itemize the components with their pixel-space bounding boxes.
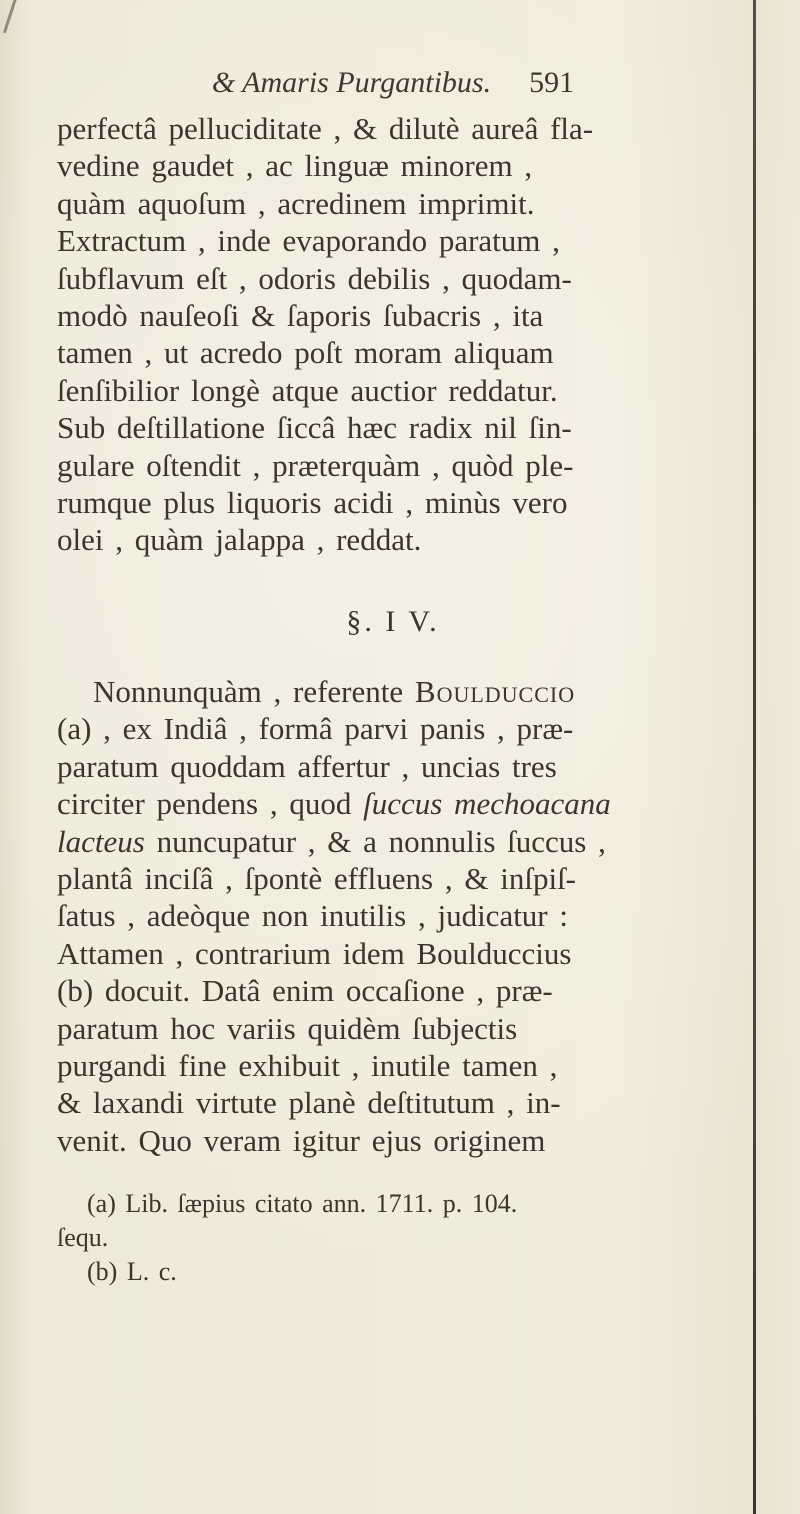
text-line: olei , quàm jalappa , reddat. <box>57 522 422 558</box>
text-line: Sub deſtillatione ſiccâ hæc radix nil ſin- <box>57 410 572 446</box>
text-line: (a) , ex Indiâ , formâ parvi panis , præ- <box>57 711 574 747</box>
paragraph-2 <box>57 673 729 1159</box>
text-line: modò nauſeoſi & ſaporis ſubacris , ita <box>57 298 544 334</box>
text-line: venit. Quo veram igitur ejus originem <box>57 1122 546 1158</box>
text-line: perfectâ pelluciditate , & dilutè aureâ fla- <box>57 111 594 146</box>
text-line <box>57 823 729 860</box>
text-line: gulare oſtendit , præterquàm , quòd ple- <box>57 447 574 483</box>
footnote-line: ſequ. <box>57 1223 109 1253</box>
text-line: & laxandi virtute planè deſtitutum , in- <box>57 1085 561 1121</box>
text-segment: nuncupatur , & a nonnulis ſuccus , <box>144 823 606 859</box>
text-segment: Nonnunquàm , referente <box>93 673 415 709</box>
text-line: ſubflavum eſt , odoris debilis , quodam- <box>57 260 572 296</box>
text-line: (b) docuit. Datâ enim occaſione , præ- <box>57 973 553 1009</box>
footnote-line: (a) Lib. ſæpius citato ann. 1711. p. 104. <box>87 1189 518 1219</box>
text-line: rumque plus liquoris acidi , minùs vero <box>57 485 568 521</box>
footnote-line: (b) L. c. <box>87 1257 177 1287</box>
page-number: 591 <box>529 66 575 99</box>
text-line: purgandi fine exhibuit , inutile tamen , <box>57 1047 558 1083</box>
running-header <box>57 66 729 100</box>
text-line: ſenſibilior longè atque auctior reddatur. <box>57 372 558 408</box>
text-line: paratum quoddam affertur , uncias tres <box>57 748 557 784</box>
author-name-smallcaps: Boulduccio <box>414 673 576 709</box>
text-segment: circiter pendens , quod <box>57 786 364 822</box>
text-line: paratum hoc variis quidèm ſubjectis <box>57 1010 518 1046</box>
text-block <box>57 66 729 1289</box>
running-title: & Amaris Purgantibus. <box>211 66 492 99</box>
text-line: Extractum , inde evaporando paratum , <box>57 223 560 259</box>
text-line: tamen , ut acredo poſt moram aliquam <box>57 335 554 371</box>
text-line: ſatus , adeòque non inutilis , judicatur : <box>57 898 568 934</box>
text-line: plantâ inciſâ , ſpontè effluens , & inſpiſ- <box>57 860 577 896</box>
italic-term: ſuccus mechoacana <box>363 786 611 822</box>
text-line: Attamen , contrarium idem Boulduccius <box>57 935 572 971</box>
scan-artifact-mark <box>3 0 18 33</box>
text-line <box>57 673 729 710</box>
text-line: vedine gaudet , ac linguæ minorem , <box>57 148 533 184</box>
section-heading: §. I V. <box>346 604 440 638</box>
paragraph-1 <box>57 110 729 559</box>
page-edge-rule <box>753 0 756 1514</box>
text-line: quàm aquoſum , acredinem imprimit. <box>57 185 535 221</box>
italic-term: lacteus <box>57 823 145 859</box>
footnotes <box>57 1187 729 1289</box>
text-line <box>57 785 729 822</box>
